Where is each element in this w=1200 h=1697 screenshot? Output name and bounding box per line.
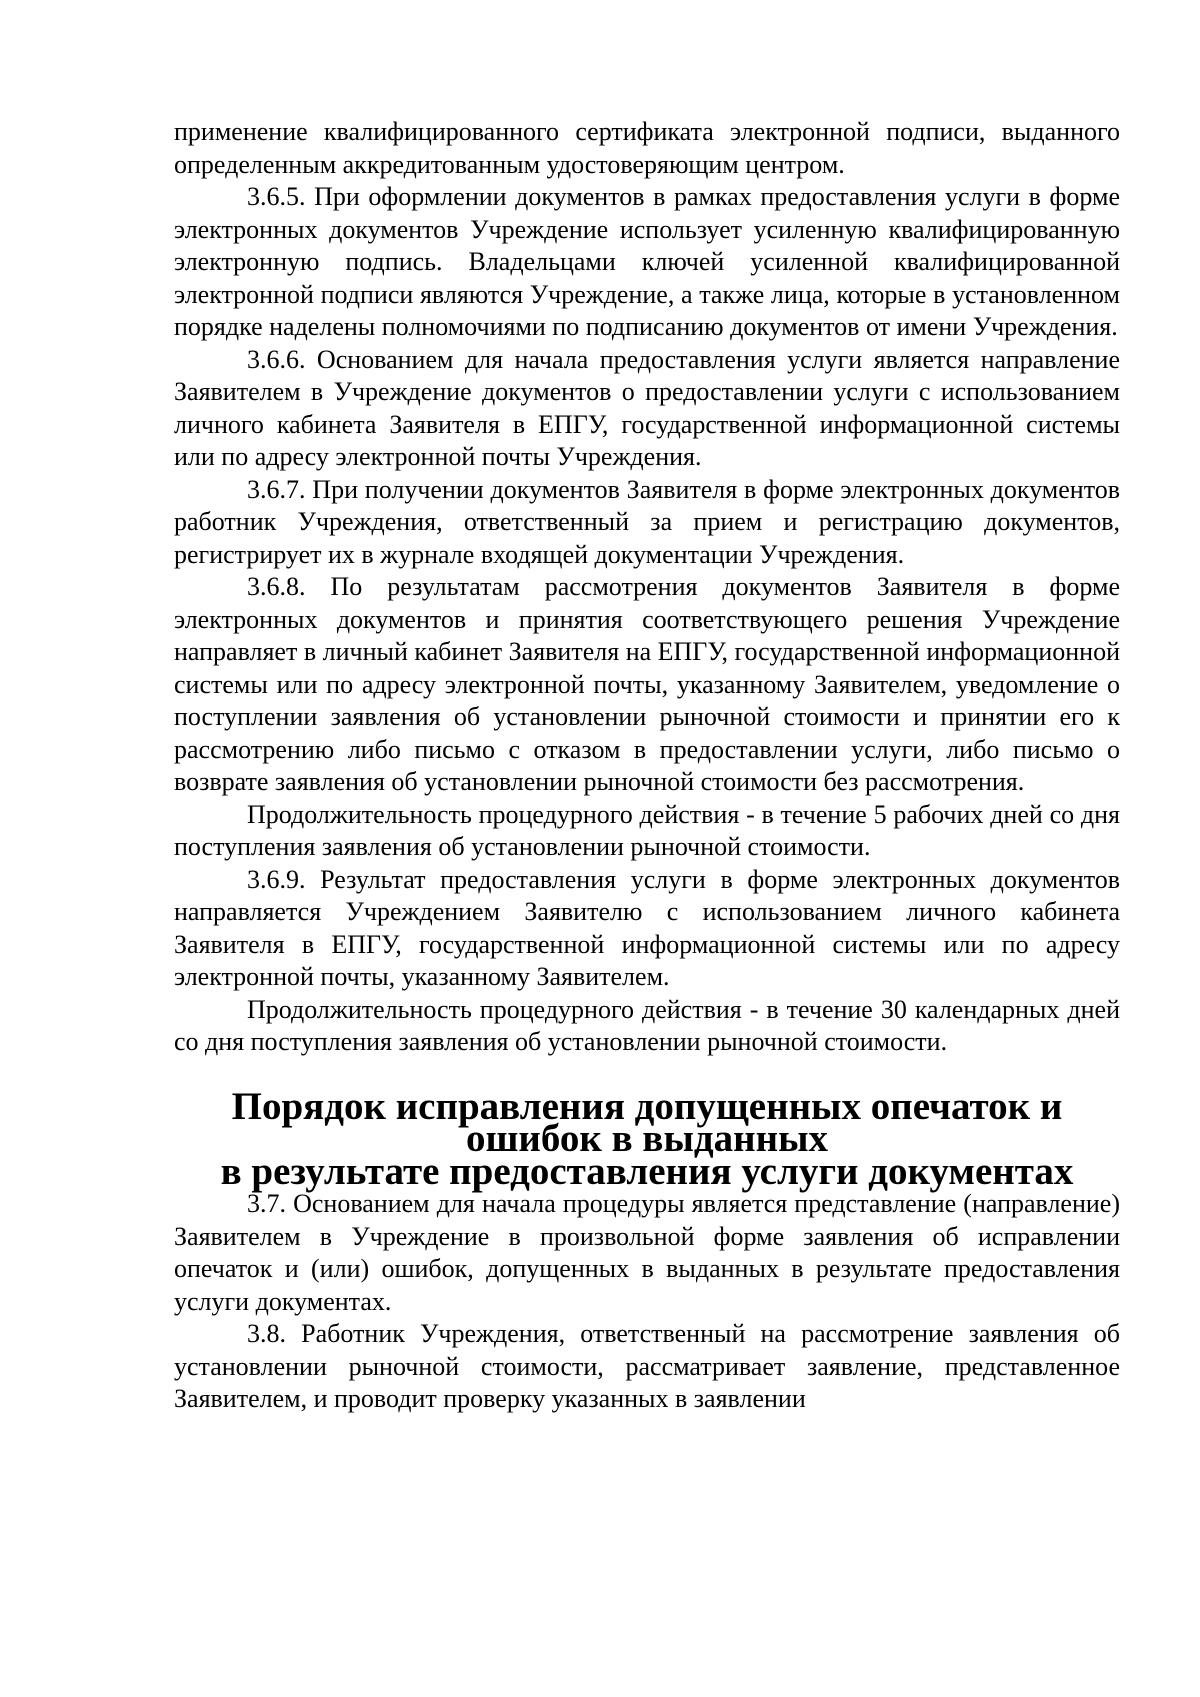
section-heading-line-1: Порядок исправления допущенных опечаток и ошибок в выданных xyxy=(231,1084,1063,1160)
paragraph-3-6-8: 3.6.8. По результатам рассмотрения документов Заявителя в форме электронных документов и принятия соответствующего решения Учреждение направляет в личный кабинет Заявителя на ЕПГУ, государственной информационной системы или по адресу электронной почты, указанному Заявителем, уведомление о поступлении заявления об установлении рыночной стоимости и принятии его к рассмотрению либо письмо с отказом в предоставлении услуги, либо письмо о возврате заявления об установлении рыночной стоимости без рассмотрения. xyxy=(174,572,1120,796)
paragraph-3-6-6: 3.6.6. Основанием для начала предоставления услуги является направление Заявителем в Учреждение документов о предоставлении услуги с использованием личного кабинета Заявителя в ЕПГУ, государственной информационной системы или по адресу электронной почты Учреждения. xyxy=(174,344,1120,471)
paragraph-3-6-9: 3.6.9. Результат предоставления услуги в форме электронных документов направляется Учреждением Заявителю с использованием личного кабинета Заявителя в ЕПГУ, государственной информационной системы или по адресу электронной почты, указанному Заявителем. xyxy=(174,864,1120,991)
paragraph-3-6-5: 3.6.5. При оформлении документов в рамках предоставления услуги в форме электронных документов Учреждение использует усиленную квалифицированную электронную подпись. Владельцами ключей усиленной квалифицированной электронной подписи являются Учреждение, а также лица, которые в установленном порядке наделены полномочиями по подписанию документов от имени Учреждения. xyxy=(174,182,1120,341)
paragraph-3-8: 3.8. Работник Учреждения, ответственный на рассмотрение заявления об установлении рыночной стоимости, рассматривает заявление, представленное Заявителем, и проводит проверку указанных в заявлении xyxy=(174,1319,1120,1413)
section-heading-line-2: в результате предоставления услуги документах xyxy=(220,1149,1074,1193)
paragraph-duration-30-days: Продолжительность процедурного действия - в течение 30 календарных дней со дня поступления заявления об установлении рыночной стоимости. xyxy=(174,994,1120,1056)
section-heading xyxy=(174,1084,1120,1193)
paragraph-continuation: применение квалифицированного сертификата электронной подписи, выданного определенным аккредитованным удостоверяющим центром. xyxy=(174,117,1120,179)
document-page xyxy=(174,116,1120,1416)
paragraph-3-6-7: 3.6.7. При получении документов Заявителя в форме электронных документов работник Учреждения, ответственный за прием и регистрацию документов, регистрирует их в журнале входящей документации Учреждения. xyxy=(174,474,1120,569)
paragraph-3-7: 3.7. Основанием для начала процедуры является представление (направление) Заявителем в Учреждение в произвольной форме заявления об исправлении опечаток и (или) ошибок, допущенных в выданных в результате предоставления услуги документах. xyxy=(174,1189,1120,1316)
paragraph-duration-5-days: Продолжительность процедурного действия - в течение 5 рабочих дней со дня поступления заявления об установлении рыночной стоимости. xyxy=(174,799,1120,861)
